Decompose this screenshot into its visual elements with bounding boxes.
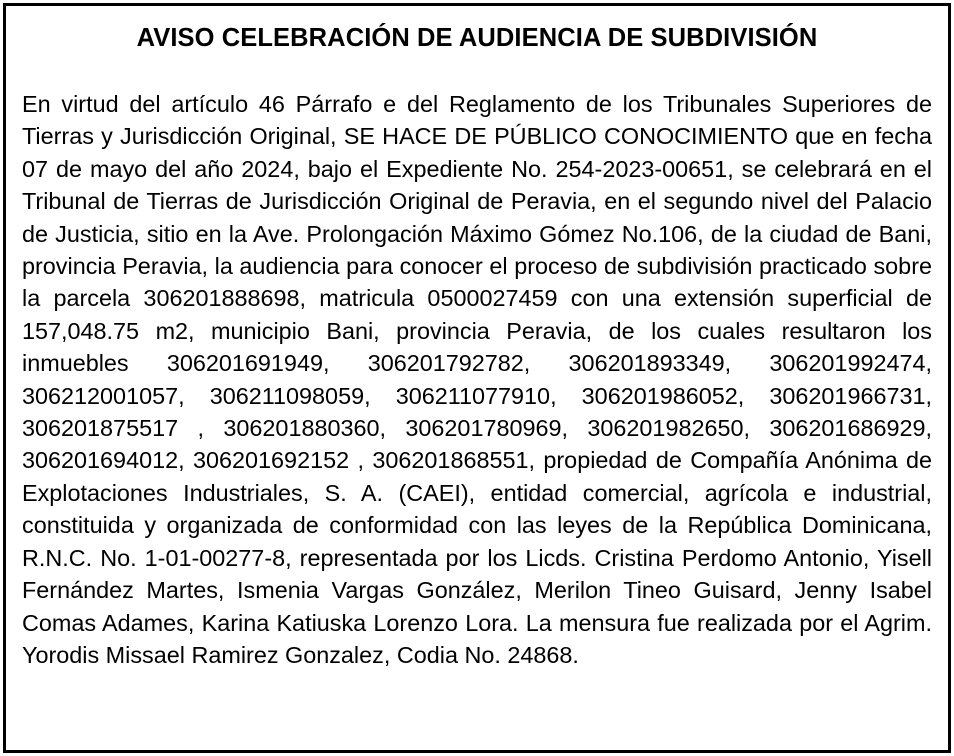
notice-box [3,3,951,753]
notice-body-text: En virtud del artículo 46 Párrafo e del Reglamento de los Tribunales Superiores de Tierras y Jurisdicción Original, SE HACE DE PÚBLICO CONOCIMIENTO que en fecha 07 de mayo del año 2024, bajo el Expediente No. 254-2023-00651, se celebrará en el Tribunal de Tierras de Jurisdicción Original de Peravia, en el segundo nivel del Palacio de Justicia, sitio en la Ave. Prolongación Máximo Gómez No.106, de la ciudad de Bani, provincia Peravia, la audiencia para conocer el proceso de subdivisión practicado sobre la parcela 306201888698, matricula 0500027459 con una extensión superficial de 157,048.75 m2, municipio Bani, provincia Peravia, de los cuales resultaron los inmuebles 306201691949, 306201792782, 306201893349, 306201992474, 306212001057, 306211098059, 306211077910, 306201986052, 306201966731, 306201875517 , 306201880360, 306201780969, 306201982650, 306201686929, 306201694012, 306201692152 , 306201868551, propiedad de Compañía Anónima de Explotaciones Industriales, S. A. (CAEI), entidad comercial, agrícola e industrial, constituida y organizada de conformidad con las leyes de la República Dominicana, R.N.C. No. 1-01-00277-8, representada por los Licds. Cristina Perdomo Antonio, Yisell Fernández Martes, Ismenia Vargas González, Merilon Tineo Guisard, Jenny Isabel Comas Adames, Karina Katiuska Lorenzo Lora. La mensura fue realizada por el Agrim. Yorodis Missael Ramirez Gonzalez, Codia No. 24868. [22,91,932,668]
notice-title: AVISO CELEBRACIÓN DE AUDIENCIA DE SUBDIVISIÓN [136,24,818,52]
